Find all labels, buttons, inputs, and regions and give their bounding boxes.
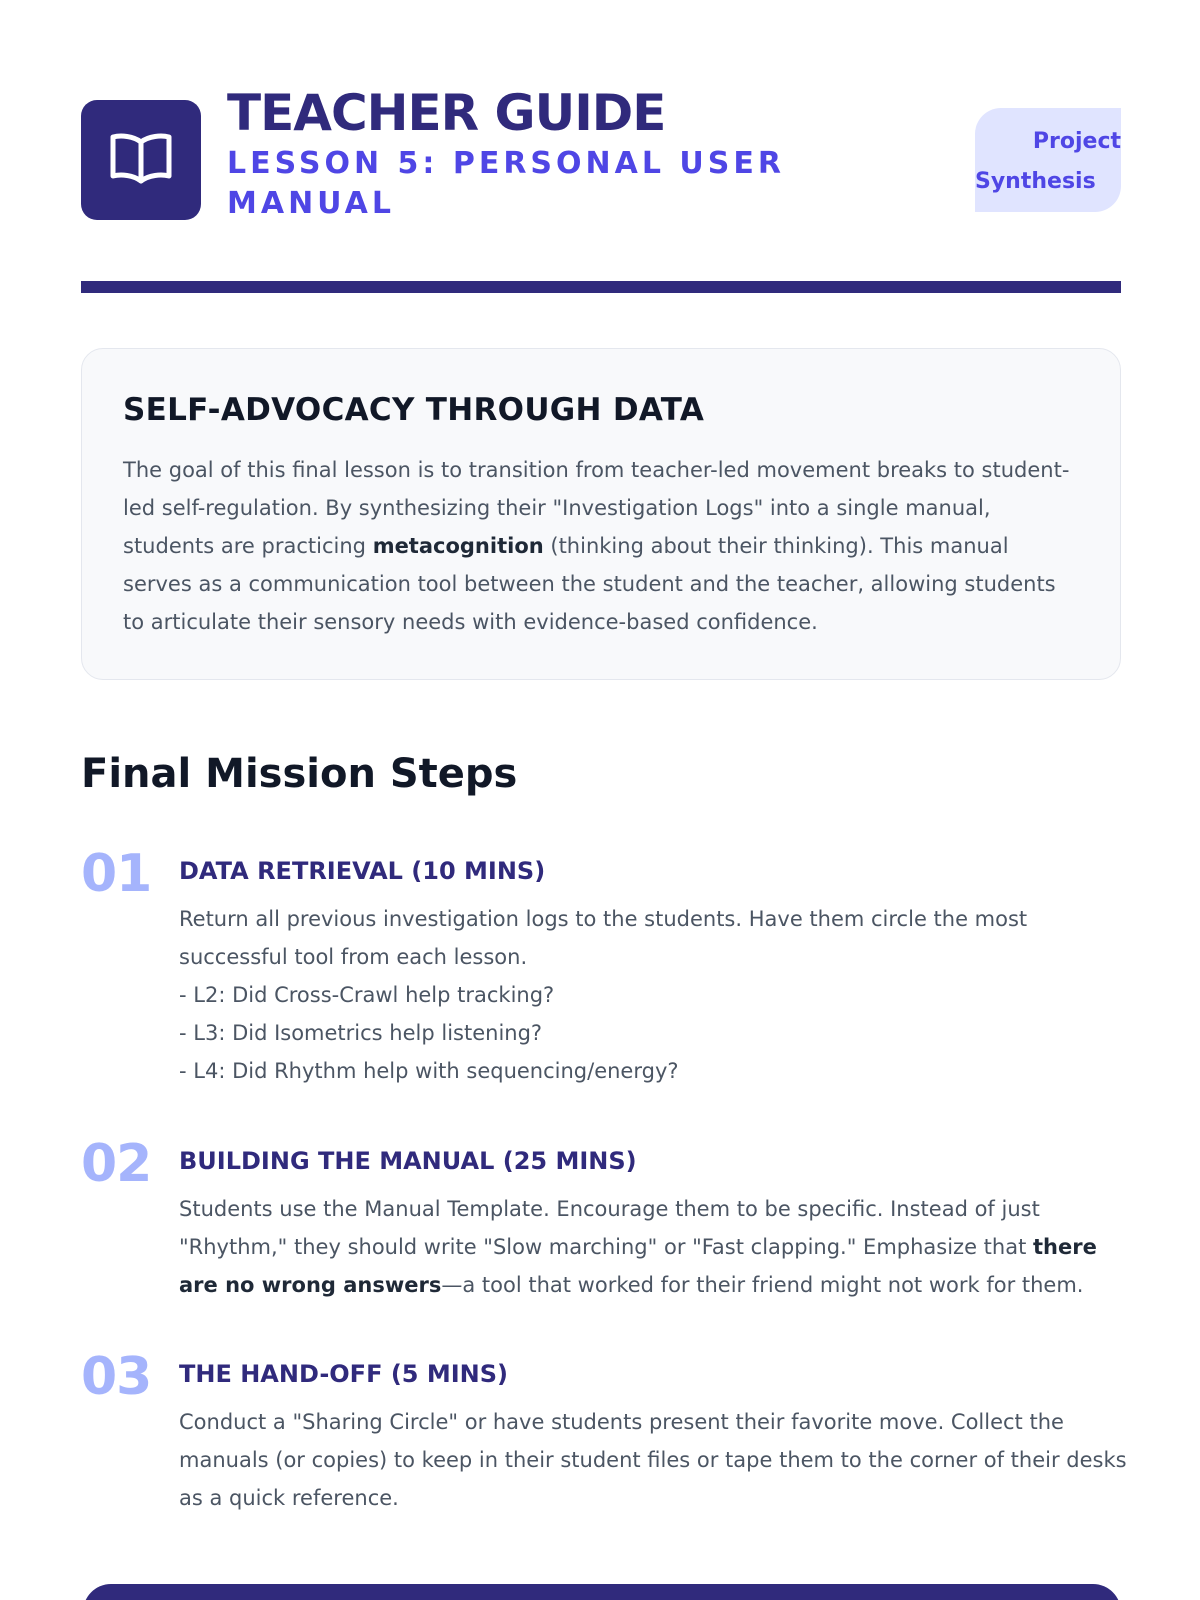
step-title: DATA RETRIEVAL (10 MINS) (179, 857, 546, 885)
badge-line-2: Synthesis (975, 169, 1096, 194)
step-body (179, 846, 1129, 1090)
intro-text-start: The goal of this final lesson is to transition from teacher-led movement breaks to student-led self-regulation. By synthesizing their "Investigation Logs" into a single manual, students are practicing (123, 458, 1070, 558)
step-body (179, 1349, 1129, 1517)
project-badge (975, 108, 1121, 212)
intro-card (81, 348, 1121, 680)
step-text-end: —a tool that worked for their friend might not work for them. (441, 1273, 1084, 1297)
step-number: 03 (81, 1347, 152, 1407)
lesson-subtitle: LESSON 5: PERSONAL USER MANUAL (227, 146, 785, 221)
step-text-bold: there are no wrong answers (179, 1235, 1097, 1297)
list-item: - L3: Did Isometrics help listening? (179, 1021, 543, 1045)
step-text: Conduct a "Sharing Circle" or have students present their favorite move. Collect the manuals (or copies) to keep in their student files or tape them to the corner of their desks as a quick reference. (179, 1410, 1127, 1510)
step-title: BUILDING THE MANUAL (25 MINS) (179, 1147, 637, 1175)
page-header (81, 82, 1121, 242)
open-book-icon (109, 130, 173, 190)
intro-paragraph (123, 451, 1080, 641)
step-text-start: Students use the Manual Template. Encourage them to be specific. Instead of just "Rhythm," they should write "Slow marching" or "Fast clapping." Emphasize that (179, 1197, 1040, 1259)
step-text: Return all previous investigation logs to the students. Have them circle the most successful tool from each lesson. (179, 907, 1028, 969)
step-text (179, 1190, 1129, 1304)
header-titles (227, 82, 827, 224)
badge-line-1: Project (1032, 129, 1121, 154)
step-number: 02 (81, 1134, 152, 1194)
logo-tile (81, 100, 201, 220)
step-checklist (179, 976, 1129, 1090)
intro-text-end: (thinking about their thinking). This manual serves as a communication tool between the student and the teacher, allowing students to articulate their sensory needs with evidence-based confidence. (123, 534, 1056, 634)
step-title: THE HAND-OFF (5 MINS) (179, 1360, 509, 1388)
list-item: - L2: Did Cross-Crawl help tracking? (179, 983, 555, 1007)
page-title: TEACHER GUIDE (227, 84, 666, 142)
intro-text-bold: metacognition (372, 534, 544, 558)
step-number: 01 (81, 844, 152, 904)
step-body (179, 1136, 1129, 1304)
footer-banner (83, 1584, 1121, 1600)
steps-heading: Final Mission Steps (81, 751, 518, 797)
header-divider (81, 281, 1121, 293)
intro-heading: SELF-ADVOCACY THROUGH DATA (123, 392, 705, 428)
list-item: - L4: Did Rhythm help with sequencing/energy? (179, 1059, 679, 1083)
